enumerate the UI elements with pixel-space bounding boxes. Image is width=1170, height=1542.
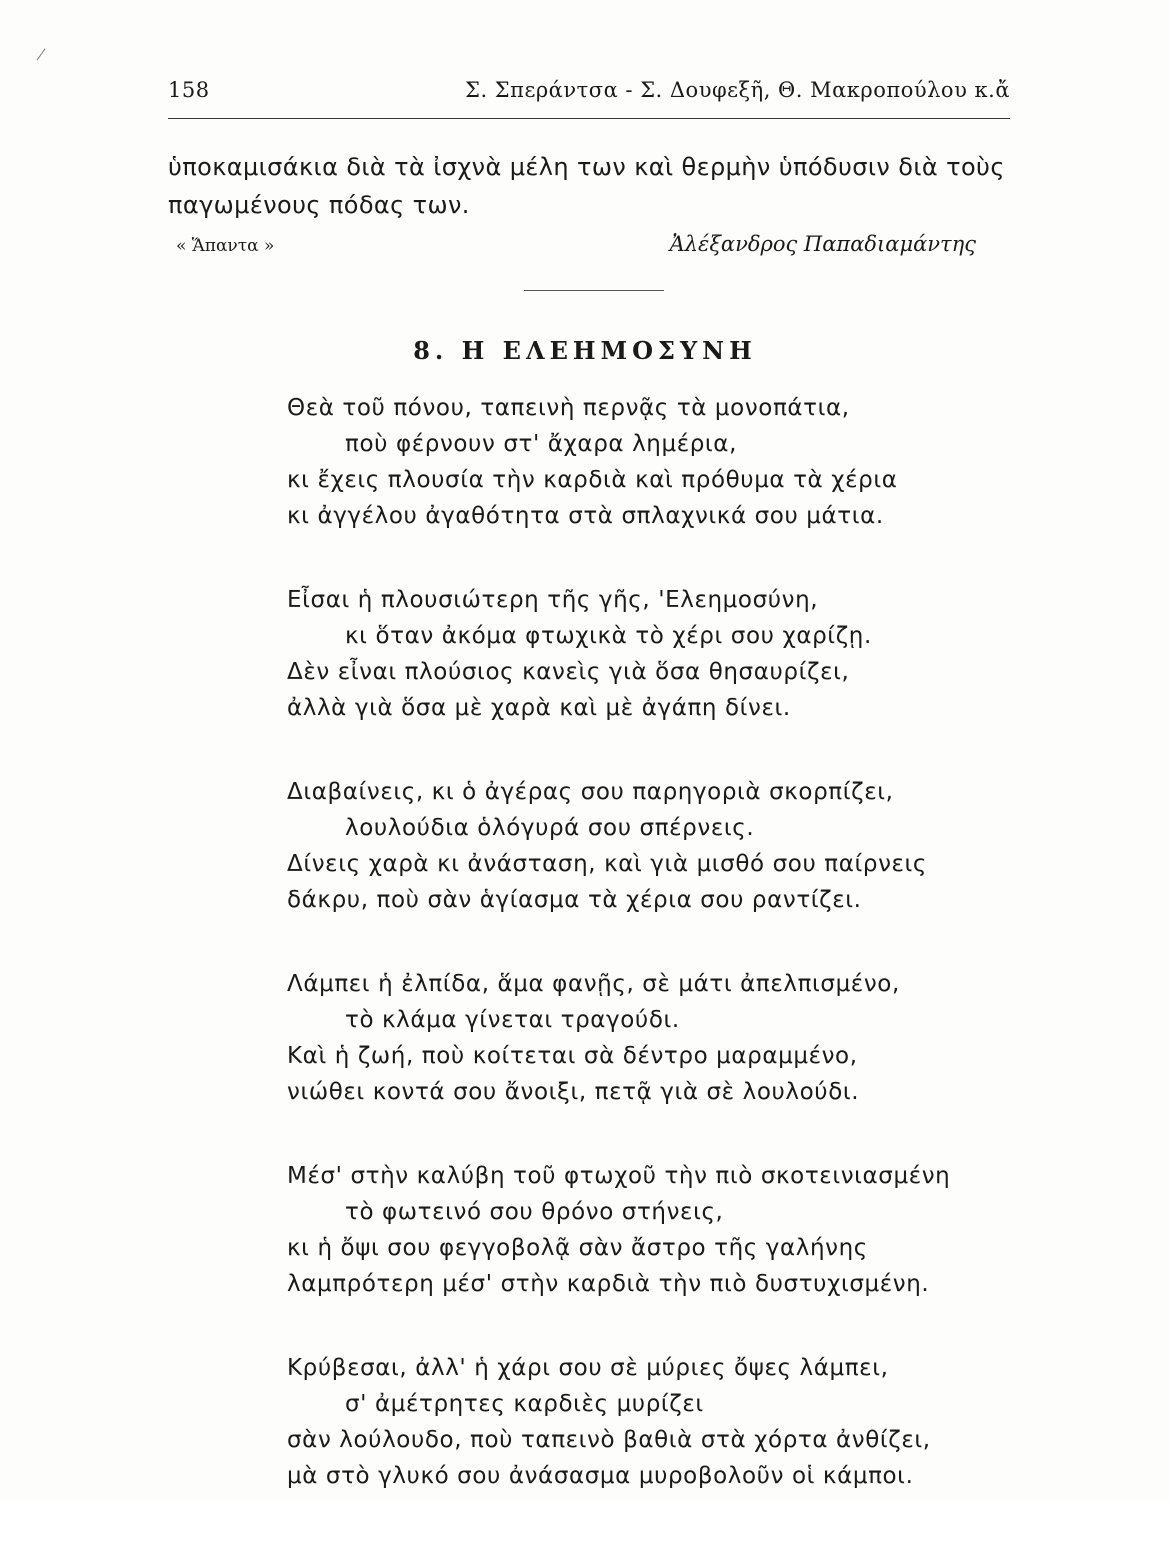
verse-line: σὰν λούλουδο, ποὺ ταπεινὸ βαθιὰ στὰ χόρτα ἀνθίζει, bbox=[287, 1427, 931, 1453]
verse-line: νιώθει κοντά σου ἄνοιξι, πετᾷ γιὰ σὲ λουλούδι. bbox=[287, 1079, 860, 1105]
header-rule bbox=[168, 118, 1010, 119]
stanza bbox=[287, 1158, 1047, 1302]
verse-line: λουλούδια ὁλόγυρά σου σπέρνεις. bbox=[345, 815, 755, 841]
verse-line: ποὺ φέρνουν στ' ἄχαρα λημέρια, bbox=[345, 431, 737, 457]
verse-line: Δὲν εἶναι πλούσιος κανεὶς γιὰ ὅσα θησαυρίζει, bbox=[287, 659, 850, 685]
author-name: Ἀλέξανδρος Παπαδιαμάντης bbox=[669, 232, 976, 256]
verse-line: κι ὅταν ἀκόμα φτωχικὰ τὸ χέρι σου χαρίζῃ. bbox=[345, 623, 872, 649]
verse-line: τὸ κλάμα γίνεται τραγούδι. bbox=[345, 1007, 680, 1033]
stanza bbox=[287, 966, 1047, 1110]
source-title: « Ἅπαντα » bbox=[176, 236, 275, 256]
verse-line: τὸ φωτεινό σου θρόνο στήνεις, bbox=[345, 1199, 724, 1225]
page-number: 158 bbox=[168, 78, 210, 102]
pencil-mark bbox=[37, 48, 46, 60]
stanza bbox=[287, 774, 1047, 918]
verse-line: Δίνεις χαρὰ κι ἀνάσταση, καὶ γιὰ μισθό σου παίρνεις bbox=[287, 851, 928, 877]
poem-body bbox=[287, 390, 1047, 1542]
verse-line: λαμπρότερη μέσ' στὴν καρδιὰ τὴν πιὸ δυστυχισμένη. bbox=[287, 1271, 930, 1297]
verse-line: Θεὰ τοῦ πόνου, ταπεινὴ περνᾷς τὰ μονοπάτια, bbox=[287, 395, 850, 421]
verse-line: ἀλλὰ γιὰ ὅσα μὲ χαρὰ καὶ μὲ ἀγάπη δίνει. bbox=[287, 695, 791, 721]
verse-line: δάκρυ, ποὺ σὰν ἁγίασμα τὰ χέρια σου ραντίζει. bbox=[287, 887, 862, 913]
prose-ending bbox=[168, 148, 1018, 224]
prose-line: παγωμένους πόδας των. bbox=[168, 191, 470, 219]
verse-line: Κρύβεσαι, ἀλλ' ἡ χάρι σου σὲ μύριες ὄψες λάμπει, bbox=[287, 1355, 889, 1381]
verse-line: Διαβαίνεις, κι ὁ ἀγέρας σου παρηγοριὰ σκορπίζει, bbox=[287, 779, 894, 805]
verse-line: Λάμπει ἡ ἐλπίδα, ἅμα φανῇς, σὲ μάτι ἀπελπισμένο, bbox=[287, 971, 900, 997]
verse-line: κι ἔχεις πλουσία τὴν καρδιὰ καὶ πρόθυμα τὰ χέρια bbox=[287, 467, 898, 493]
source-attribution bbox=[176, 232, 976, 266]
section-divider bbox=[524, 290, 664, 291]
prose-line: ὑποκαμισάκια διὰ τὰ ἰσχνὰ μέλη των καὶ θερμὴν ὑπόδυσιν διὰ τοὺς bbox=[168, 153, 1005, 181]
poem-title: 8. Η ΕΛΕΗΜΟΣΥΝΗ bbox=[413, 336, 757, 365]
verse-line: Μέσ' στὴν καλύβη τοῦ φτωχοῦ τὴν πιὸ σκοτεινιασμένη bbox=[287, 1163, 951, 1189]
running-head: Σ. Σπεράντσα - Σ. Δουφεξῆ, Θ. Μακροπούλου κ.ἄ bbox=[465, 78, 1010, 102]
verse-line: κι ἀγγέλου ἀγαθότητα στὰ σπλαχνικά σου μάτια. bbox=[287, 503, 884, 529]
verse-line: Καὶ ἡ ζωή, ποὺ κοίτεται σὰ δέντρο μαραμμένο, bbox=[287, 1043, 858, 1069]
stanza bbox=[287, 582, 1047, 726]
verse-line: Εἶσαι ἡ πλουσιώτερη τῆς γῆς, 'Ελεημοσύνη, bbox=[287, 587, 819, 613]
stanza bbox=[287, 1350, 1047, 1494]
verse-line: σ' ἀμέτρητες καρδιὲς μυρίζει bbox=[345, 1391, 704, 1417]
verse-line: μὰ στὸ γλυκό σου ἀνάσασμα μυροβολοῦν οἱ κάμποι. bbox=[287, 1463, 914, 1489]
stanza bbox=[287, 390, 1047, 534]
verse-line: κι ἡ ὄψι σου φεγγοβολᾷ σὰν ἄστρο τῆς γαλήνης bbox=[287, 1235, 868, 1261]
page-header bbox=[168, 78, 1010, 114]
